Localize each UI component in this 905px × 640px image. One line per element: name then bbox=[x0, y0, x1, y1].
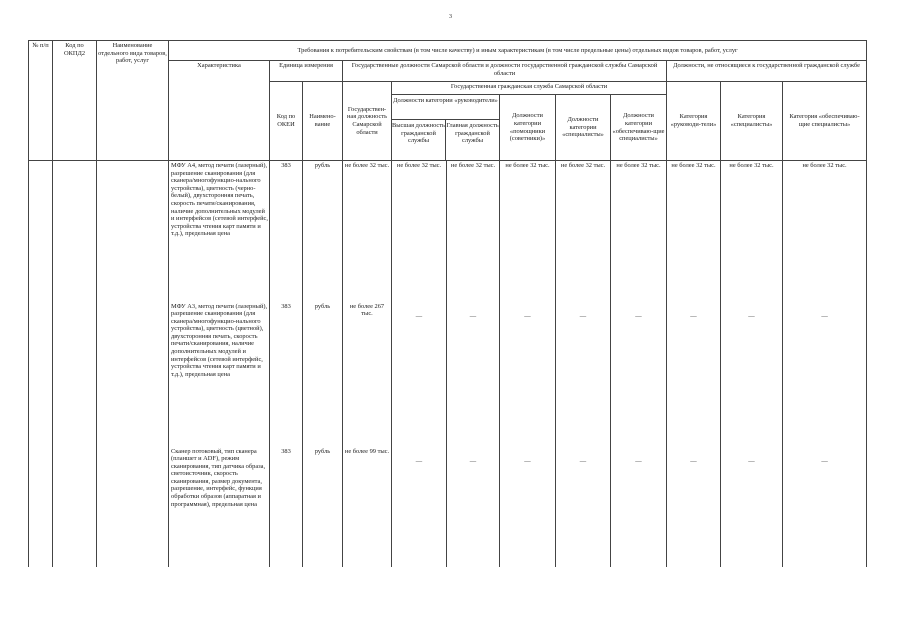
header-highest: Высшая должность гражданской службы bbox=[392, 120, 446, 160]
row-value: — bbox=[783, 447, 867, 567]
row-value: — bbox=[447, 302, 500, 447]
row-value: не более 99 тыс. bbox=[343, 447, 392, 567]
row-value: не более 32 тыс. bbox=[500, 161, 556, 302]
row-code: 383 bbox=[270, 161, 303, 302]
header-head-category: Должности категории «руководители» bbox=[392, 95, 499, 120]
table-row bbox=[29, 161, 867, 302]
header-num: № п/п bbox=[29, 41, 53, 161]
row-value: — bbox=[667, 302, 721, 447]
row-characteristic: Сканер потоковый, тип сканера (планшет и ADF), режим сканирования, тип датчика образа, светоисточник, скорость сканирования, размер документа, разрешение, интерфейс, функция обработки образов (аппаратная и программная), предельная цена bbox=[169, 447, 270, 567]
row-value: — bbox=[783, 302, 867, 447]
row-value: — bbox=[721, 302, 783, 447]
header-cat-specialists: Категория «специалисты» bbox=[721, 82, 783, 161]
row-value: не более 267 тыс. bbox=[343, 302, 392, 447]
header-unit-name: Наимено-вание bbox=[303, 82, 343, 161]
header-cat-heads: Категория «руководи-тели» bbox=[667, 82, 721, 161]
row-value: — bbox=[447, 447, 500, 567]
row-value: не более 32 тыс. bbox=[447, 161, 500, 302]
row-code: 383 bbox=[270, 302, 303, 447]
row-value: — bbox=[556, 447, 611, 567]
header-name: Наименование отдельного вида товаров, работ, услуг bbox=[97, 41, 169, 161]
table-row bbox=[29, 447, 867, 567]
row-unit: рубль bbox=[303, 447, 343, 567]
row-value: — bbox=[392, 447, 447, 567]
header-gov-position: Государствен-ная должность Самарской области bbox=[343, 82, 392, 161]
row-value: — bbox=[667, 447, 721, 567]
row-value: — bbox=[611, 447, 667, 567]
row-value: — bbox=[392, 302, 447, 447]
header-advisers: Должности категории «помощники (советники)» bbox=[500, 95, 556, 161]
header-unit-code: Код по ОКЕИ bbox=[270, 82, 303, 161]
row-code: 383 bbox=[270, 447, 303, 567]
requirements-table bbox=[28, 40, 867, 567]
row-value: не более 32 тыс. bbox=[392, 161, 447, 302]
row-value: не более 32 тыс. bbox=[556, 161, 611, 302]
header-okpd: Код по ОКПД2 bbox=[53, 41, 97, 161]
header-characteristic: Характеристика bbox=[169, 61, 270, 161]
row-value: не более 32 тыс. bbox=[611, 161, 667, 302]
header-cat-support: Категория «обеспечиваю-щие специалисты» bbox=[783, 82, 867, 161]
row-value: — bbox=[556, 302, 611, 447]
header-main: Главная должность гражданской службы bbox=[446, 122, 499, 145]
header-unit: Единица измерения bbox=[270, 61, 343, 82]
header-specialists: Должности категории «специалисты» bbox=[556, 95, 611, 161]
row-value: — bbox=[721, 447, 783, 567]
row-unit: рубль bbox=[303, 161, 343, 302]
header-non-gov: Должности, не относящиеся к государственной гражданской службе bbox=[667, 61, 867, 82]
row-value: — bbox=[500, 447, 556, 567]
row-value: — bbox=[500, 302, 556, 447]
row-value: не более 32 тыс. bbox=[343, 161, 392, 302]
row-value: — bbox=[611, 302, 667, 447]
row-value: не более 32 тыс. bbox=[783, 161, 867, 302]
row-value: не более 32 тыс. bbox=[667, 161, 721, 302]
header-support-specialists: Должности категории «обеспечиваю-щие специалисты» bbox=[611, 95, 667, 161]
row-value: не более 32 тыс. bbox=[721, 161, 783, 302]
page-number: 3 bbox=[449, 14, 452, 20]
row-characteristic: МФУ А3, метод печати (лазерный), разрешение сканирования (для сканера/многофункцио-нального устройства), цветность (цветной), двухсторонняя печать, скорость печати/сканирования, наличие дополнительных модулей и интерфейсов (сетевой интерфейс, устройства чтения карт памяти и т.д.), предельная цена bbox=[169, 302, 270, 447]
header-gov-positions: Государственные должности Самарской области и должности государственной гражданской службы Самарской области bbox=[343, 61, 667, 82]
header-civil-service: Государственная гражданская служба Самарской области bbox=[392, 82, 667, 95]
row-unit: рубль bbox=[303, 302, 343, 447]
row-characteristic: МФУ А4, метод печати (лазерный), разрешение сканирования (для сканера/многофункцио-нального устройства), цветность (черно-белый), двухсторонняя печать, скорость печати/сканирования, наличие дополнительных модулей и интерфейсов (сетевой интерфейс, устройства чтения карт памяти и т.д.), предельная цена bbox=[169, 161, 270, 302]
table-row bbox=[29, 302, 867, 447]
header-requirements: Требования к потребительским свойствам (в том числе качеству) и иным характеристикам (в том числе предельные цены) отдельных видов товаров, работ, услуг bbox=[169, 41, 867, 61]
